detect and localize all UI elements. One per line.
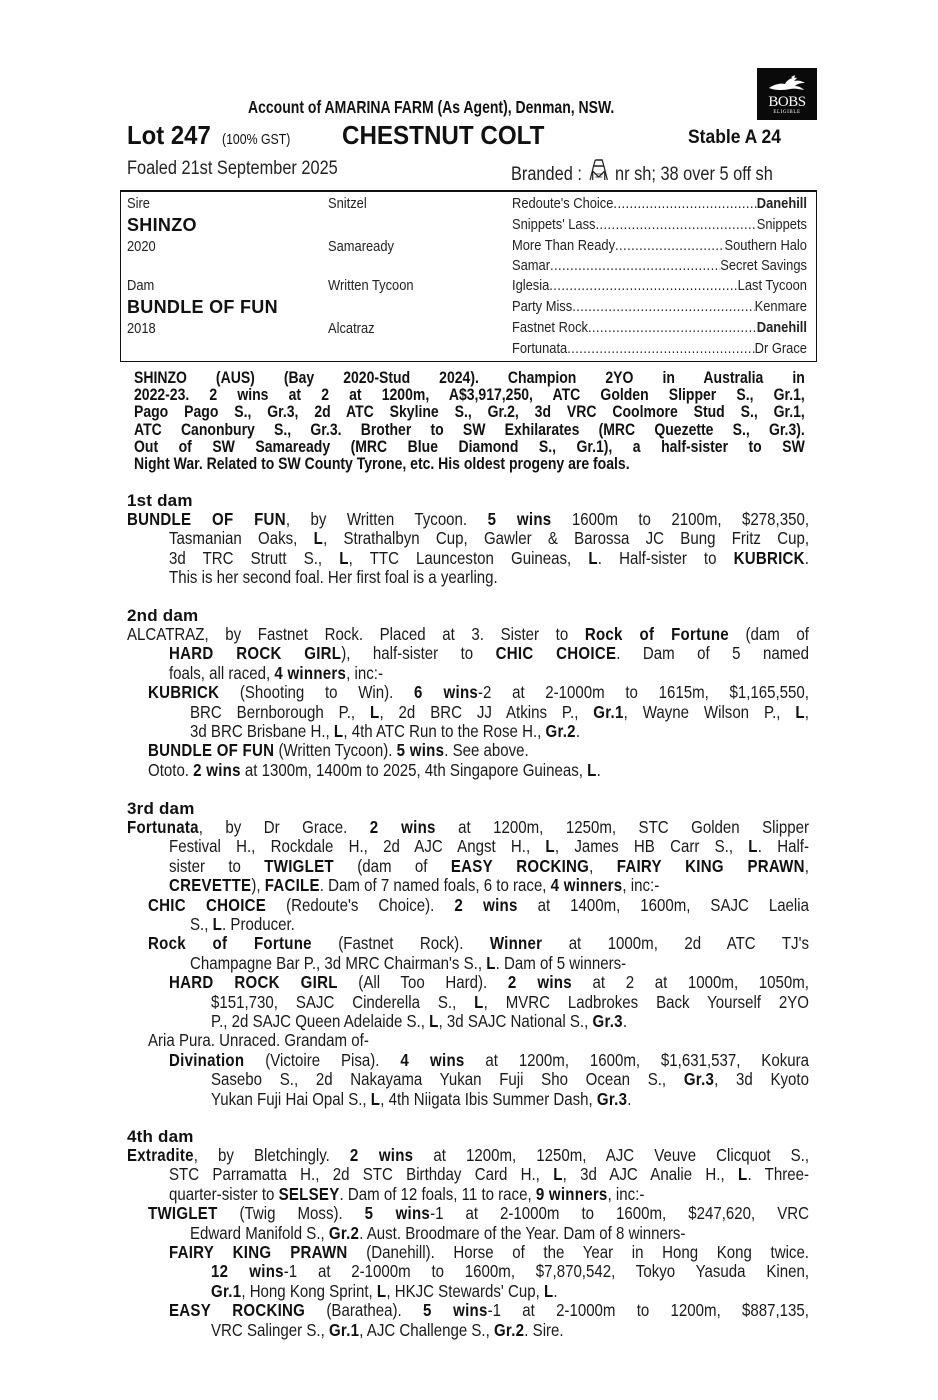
foaled-date: Foaled 21st September 2025 <box>127 158 338 179</box>
bobs-eligible-badge <box>757 68 817 120</box>
text-line: Festival H., Rockdale H., 2d AJC Angst H., L, James HB Carr S., L. Half- <box>169 836 809 857</box>
dam-name: BUNDLE OF FUN <box>127 297 278 317</box>
fourth-dam-section <box>127 1127 809 1340</box>
sire-description-line: 2022-23. 2 wins at 2 at 1200m, A$3,917,250, ATC Golden Slipper S., Gr.1, <box>134 387 805 405</box>
text-line: Sasebo S., 2d Nakayama Yukan Fuji Sho Ocean S., Gr.3, 3d Kyoto <box>211 1069 809 1090</box>
dam-label: Dam <box>127 277 155 294</box>
sire-description-line: SHINZO (AUS) (Bay 2020-Stud 2024). Champion 2YO in Australia in <box>134 370 805 387</box>
text-line: BUNDLE OF FUN, by Written Tycoon. 5 wins 1600m to 2100m, $278,350, <box>127 509 810 529</box>
bobs-word: BOBS <box>768 94 806 110</box>
section-heading: 4th dam <box>127 1127 194 1146</box>
text-line: Gr.1, Hong Kong Sprint, L, HKJC Stewards' Cup, L. <box>211 1280 558 1301</box>
lot-number: Lot 247 <box>127 120 211 150</box>
text-line: KUBRICK (Shooting to Win). 6 wins-2 at 2-1000m to 1615m, $1,165,550, <box>148 682 809 703</box>
sire-description-line: Pago Pago S., Gr.3, 2d ATC Skyline S., Gr.2, 3d VRC Coolmore Stud S., Gr.1, <box>134 404 805 422</box>
dam-year: 2018 <box>127 320 156 337</box>
dam-dam: Alcatraz <box>328 320 375 337</box>
text-line: S., L. Producer. <box>190 914 295 935</box>
pedigree-table <box>120 190 817 362</box>
horse-head-icon <box>767 74 807 96</box>
text-line: CHIC CHOICE (Redoute's Choice). 2 wins at 1400m, 1600m, SAJC Laelia <box>148 894 809 915</box>
brand-description <box>511 158 773 186</box>
text-line: TWIGLET (Twig Moss). 5 wins-1 at 2-1000m to 1600m, $247,620, VRC <box>148 1203 809 1224</box>
sire-description-line: Out of SW Samaready (MRC Blue Diamond S., Gr.1), a half-sister to SW <box>134 438 805 456</box>
third-dam-section <box>127 799 809 1109</box>
text-line: Rock of Fortune (Fastnet Rock). Winner at 1000m, 2d ATC TJ's <box>148 933 809 954</box>
text-line: Ototo. 2 wins at 1300m, 1400m to 2025, 4th Singapore Guineas, L. <box>148 759 601 780</box>
text-line: P., 2d SAJC Queen Adelaide S., L, 3d SAJC National S., Gr.3. <box>211 1011 628 1032</box>
text-line: Yukan Fuji Hai Opal S., L, 4th Niigata Ibis Summer Dash, Gr.3. <box>211 1088 632 1109</box>
sire-description-line: ATC Canonbury S., Gr.3. Brother to SW Exhilarates (MRC Quezette S., Gr.3). <box>134 421 805 439</box>
text-line: Divination (Victoire Pisa). 4 wins at 1200m, 1600m, $1,631,537, Kokura <box>169 1049 809 1070</box>
brand-detail: nr sh; 38 over 5 off sh <box>615 164 773 185</box>
ancestor-row: Snippets' Lass ..... Snippets <box>512 216 807 236</box>
text-line: BRC Bernborough P., L, 2d BRC JJ Atkins P., Gr.1, Wayne Wilson P., L, <box>190 701 809 722</box>
ancestor-row: Redoute's Choice ..... Danehill <box>512 195 807 215</box>
am-brand-icon <box>589 158 608 182</box>
text-line: Extradite, by Bletchingly. 2 wins at 1200m, 1250m, AJC Veuve Clicquot S., <box>127 1145 810 1165</box>
text-line: VRC Salinger S., Gr.1, AJC Challenge S., Gr.2. Sire. <box>211 1319 564 1340</box>
text-line: This is her second foal. Her first foal is a yearling. <box>169 567 498 588</box>
sire-name: SHINZO <box>127 215 197 235</box>
second-dam-section <box>127 606 809 780</box>
text-line: Tasmanian Oaks, L, Strathalbyn Cup, Gawler & Barossa JC Bung Fritz Cup, <box>169 528 810 549</box>
section-heading: 1st dam <box>127 491 193 510</box>
text-line: HARD ROCK GIRL), half-sister to CHIC CHOICE. Dam of 5 named <box>169 643 809 664</box>
stable-location: Stable A 24 <box>688 127 781 148</box>
ancestor-row: Fastnet Rock ..... Danehill <box>512 319 807 339</box>
text-line: EASY ROCKING (Barathea). 5 wins-1 at 2-1000m to 1200m, $887,135, <box>169 1300 809 1321</box>
text-line: BUNDLE OF FUN (Written Tycoon). 5 wins. See above. <box>148 740 529 761</box>
text-line: HARD ROCK GIRL (All Too Hard). 2 wins at 2 at 1000m, 1050m, <box>169 972 809 993</box>
gst-note: (100% GST) <box>222 131 291 148</box>
sire-description <box>134 370 804 473</box>
text-line: ALCATRAZ, by Fastnet Rock. Placed at 3. Sister to Rock of Fortune (dam of <box>127 624 809 644</box>
section-heading: 3rd dam <box>127 799 195 818</box>
lot-line <box>127 120 306 151</box>
dam-sire: Written Tycoon <box>328 277 414 294</box>
bobs-eligible-text: ELIGIBLE <box>773 110 801 115</box>
text-line: sister to TWIGLET (dam of EASY ROCKING, FAIRY KING PRAWN, <box>169 855 809 876</box>
text-line: foals, all raced, 4 winners, inc:- <box>169 662 383 683</box>
ancestor-row: Party Miss ..... Kenmare <box>512 298 807 318</box>
text-line: Champagne Bar P., 3d MRC Chairman's S., L. Dam of 5 winners- <box>190 952 627 973</box>
sire-label: Sire <box>127 195 150 212</box>
text-line: Edward Manifold S., Gr.2. Aust. Broodmare of the Year. Dam of 8 winners- <box>190 1222 686 1243</box>
horse-description: CHESTNUT COLT <box>342 120 545 150</box>
text-line: Aria Pura. Unraced. Grandam of- <box>148 1030 369 1051</box>
text-line: CREVETTE), FACILE. Dam of 7 named foals, 6 to race, 4 winners, inc:- <box>169 875 660 896</box>
sire-sire: Snitzel <box>328 195 367 212</box>
text-line: 12 wins-1 at 2-1000m to 1600m, $7,870,542, Tokyo Yasuda Kinen, <box>211 1261 810 1282</box>
ancestor-row: Samar ..... Secret Savings <box>512 257 807 277</box>
sire-year: 2020 <box>127 238 156 255</box>
text-line: 3d TRC Strutt S., L, TTC Launceston Guineas, L. Half-sister to KUBRICK. <box>169 547 810 568</box>
sire-description-line: Night War. Related to SW County Tyrone, etc. His oldest progeny are foals. <box>134 455 630 473</box>
text-line: STC Parramatta H., 2d STC Birthday Card H., L, 3d AJC Analie H., L. Three- <box>169 1164 810 1185</box>
ancestor-row: More Than Ready ..... Southern Halo <box>512 237 807 257</box>
first-dam-section <box>127 491 809 588</box>
ancestor-row: Iglesia ..... Last Tycoon <box>512 277 807 297</box>
sire-dam: Samaready <box>328 238 394 255</box>
text-line: Fortunata, by Dr Grace. 2 wins at 1200m, 1250m, STC Golden Slipper <box>127 817 809 837</box>
text-line: 3d BRC Brisbane H., L, 4th ATC Run to the Rose H., Gr.2. <box>190 721 581 742</box>
section-heading: 2nd dam <box>127 606 199 625</box>
text-line: quarter-sister to SELSEY. Dam of 12 foals, 11 to race, 9 winners, inc:- <box>169 1183 645 1204</box>
branded-label: Branded : <box>511 164 582 185</box>
text-line: FAIRY KING PRAWN (Danehill). Horse of the Year in Hong Kong twice. <box>169 1242 810 1263</box>
vendor-account-line: Account of AMARINA FARM (As Agent), Denman, NSW. <box>248 97 615 117</box>
ancestor-row: Fortunata ..... Dr Grace <box>512 340 807 360</box>
text-line: $151,730, SAJC Cinderella S., L, MVRC Ladbrokes Back Yourself 2YO <box>211 991 809 1012</box>
